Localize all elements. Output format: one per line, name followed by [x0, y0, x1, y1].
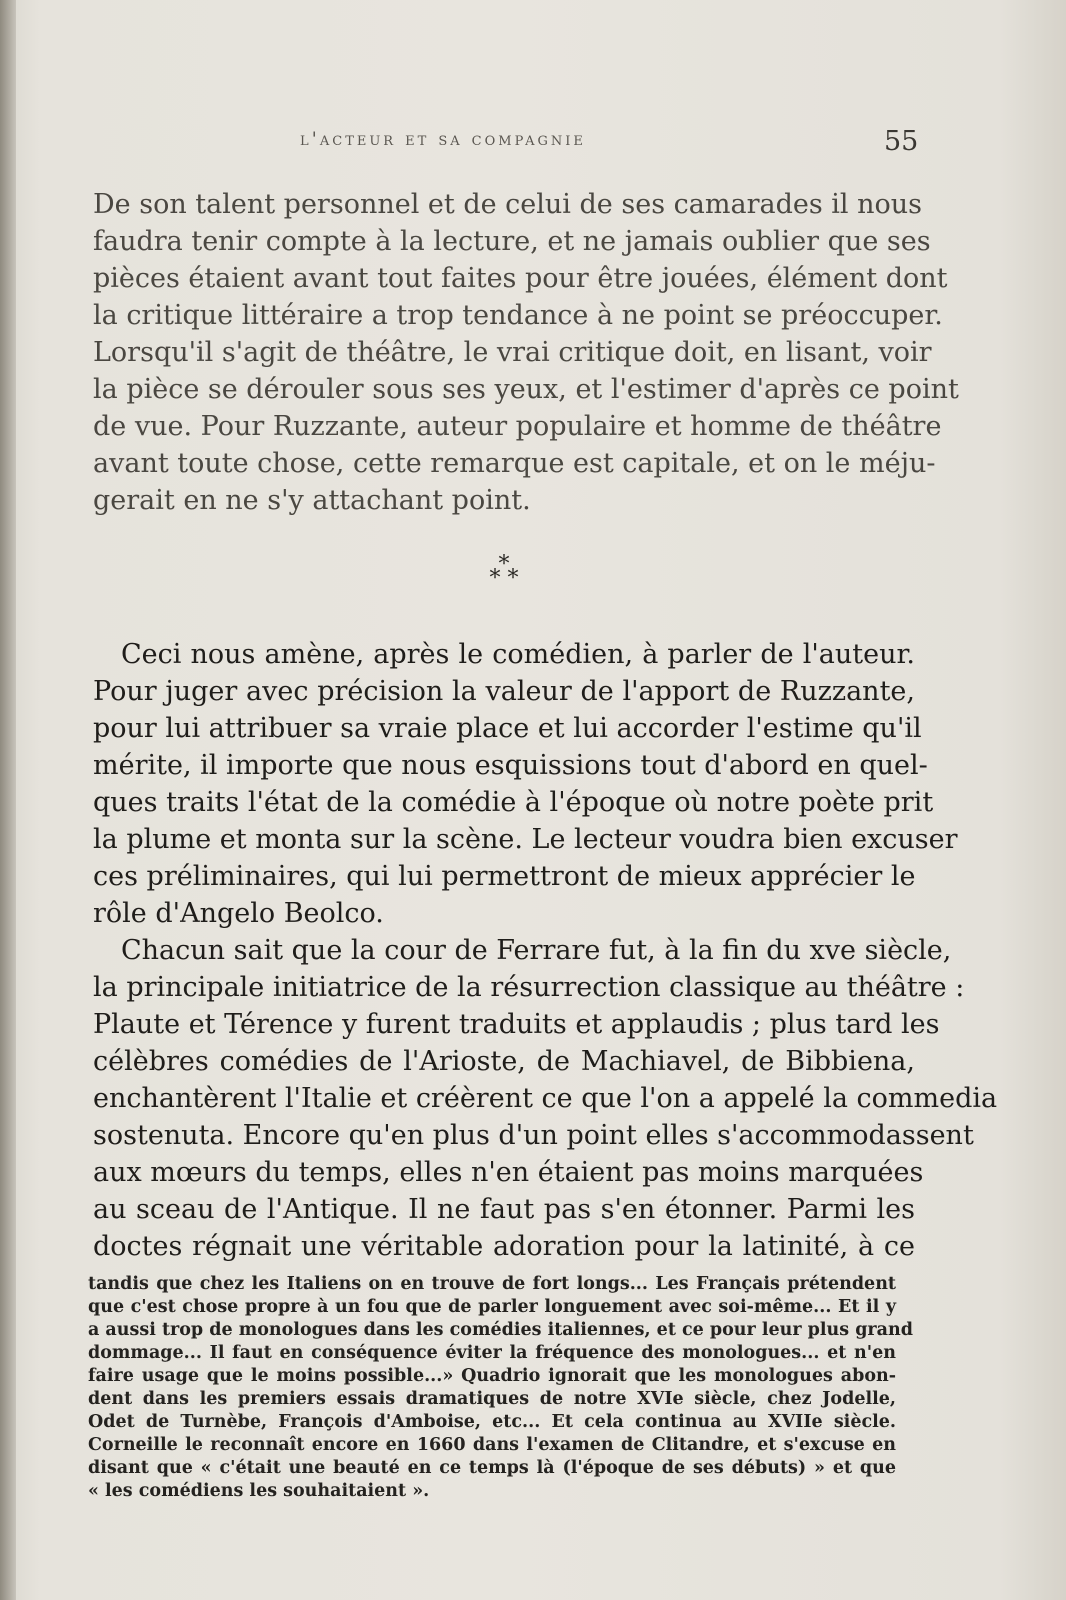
text-line: faudra tenir compte à la lecture, et ne jamais oublier que ses — [93, 226, 931, 257]
footnote-line: dommage... Il faut en conséquence éviter la fréquence des monologues... et n'en — [88, 1343, 896, 1363]
text-line: au sceau de l'Antique. Il ne faut pas s'en étonner. Parmi les — [93, 1194, 915, 1225]
footnote-line: a aussi trop de monologues dans les comédies italiennes, et ce pour leur plus grand — [88, 1320, 913, 1340]
footnote-line: dent dans les premiers essais dramatiques de notre XVIe siècle, chez Jodelle, — [88, 1389, 896, 1409]
text-line: aux mœurs du temps, elles n'en étaient pas moins marquées — [93, 1157, 924, 1188]
text-line: la critique littéraire a trop tendance à ne point se préoccuper. — [93, 300, 943, 331]
footnote-line: que c'est chose propre à un fou que de parler longuement avec soi-même... Et il y — [88, 1297, 896, 1317]
footnote-line: faire usage que le moins possible...» Quadrio ignorait que les monologues abon- — [88, 1366, 896, 1386]
book-spine-shadow — [0, 0, 16, 1600]
footnote-block — [88, 1273, 913, 1503]
paragraph-1 — [93, 186, 959, 519]
paragraph-2 — [93, 636, 998, 1265]
text-line: Pour juger avec précision la valeur de l'apport de Ruzzante, — [93, 676, 915, 707]
asterism-separator — [474, 552, 534, 591]
footnote-line: disant que « c'était une beauté en ce temps là (l'époque de ses débuts) » et que — [88, 1458, 896, 1478]
text-line: Lorsqu'il s'agit de théâtre, le vrai critique doit, en lisant, voir — [93, 337, 932, 368]
text-line: doctes régnait une véritable adoration pour la latinité, à ce — [93, 1231, 915, 1262]
text-line: la pièce se dérouler sous ses yeux, et l'estimer d'après ce point — [93, 374, 959, 405]
text-line: de vue. Pour Ruzzante, auteur populaire et homme de théâtre — [93, 411, 942, 442]
text-line: Ceci nous amène, après le comédien, à parler de l'auteur. — [121, 639, 915, 670]
text-line: la plume et monta sur la scène. Le lecteur voudra bien excuser — [93, 824, 958, 855]
text-line: pièces étaient avant tout faites pour être jouées, élément dont — [93, 263, 948, 294]
footnote-line: « les comédiens les souhaitaient ». — [88, 1481, 430, 1501]
asterism-glyphs: * * * — [489, 552, 519, 591]
footnote-line: Corneille le reconnaît encore en 1660 dans l'examen de Clitandre, et s'excuse en — [88, 1435, 896, 1455]
footnote-line: tandis que chez les Italiens on en trouve de fort longs... Les Français prétendent — [88, 1274, 896, 1294]
text-line: pour lui attribuer sa vraie place et lui accorder l'estime qu'il — [93, 713, 922, 744]
text-line: célèbres comédies de l'Arioste, de Machiavel, de Bibbiena, — [93, 1046, 915, 1077]
text-line: sostenuta. Encore qu'en plus d'un point elles s'accommodassent — [93, 1120, 974, 1151]
footnote-line: Odet de Turnèbe, François d'Amboise, etc... Et cela continua au XVIIe siècle. — [88, 1412, 896, 1432]
text-line: mérite, il importe que nous esquissions tout d'abord en quel- — [93, 750, 928, 781]
text-line: Plaute et Térence y furent traduits et applaudis ; plus tard les — [93, 1009, 940, 1040]
running-head: l'acteur et sa compagnie — [300, 128, 586, 150]
text-line: la principale initiatrice de la résurrection classique au théâtre : — [93, 972, 965, 1003]
text-line: ces préliminaires, qui lui permettront de mieux apprécier le — [93, 861, 916, 892]
page-number: 55 — [884, 126, 919, 157]
text-line: Chacun sait que la cour de Ferrare fut, à la fin du xve siècle, — [121, 935, 952, 966]
text-line: gerait en ne s'y attachant point. — [93, 485, 531, 516]
text-line: avant toute chose, cette remarque est capitale, et on le méju- — [93, 448, 936, 479]
text-line: ques traits l'état de la comédie à l'époque où notre poète prit — [93, 787, 934, 818]
text-line: rôle d'Angelo Beolco. — [93, 898, 384, 929]
text-line: De son talent personnel et de celui de ses camarades il nous — [93, 189, 923, 220]
text-line: enchantèrent l'Italie et créèrent ce que l'on a appelé la commedia — [93, 1083, 998, 1114]
